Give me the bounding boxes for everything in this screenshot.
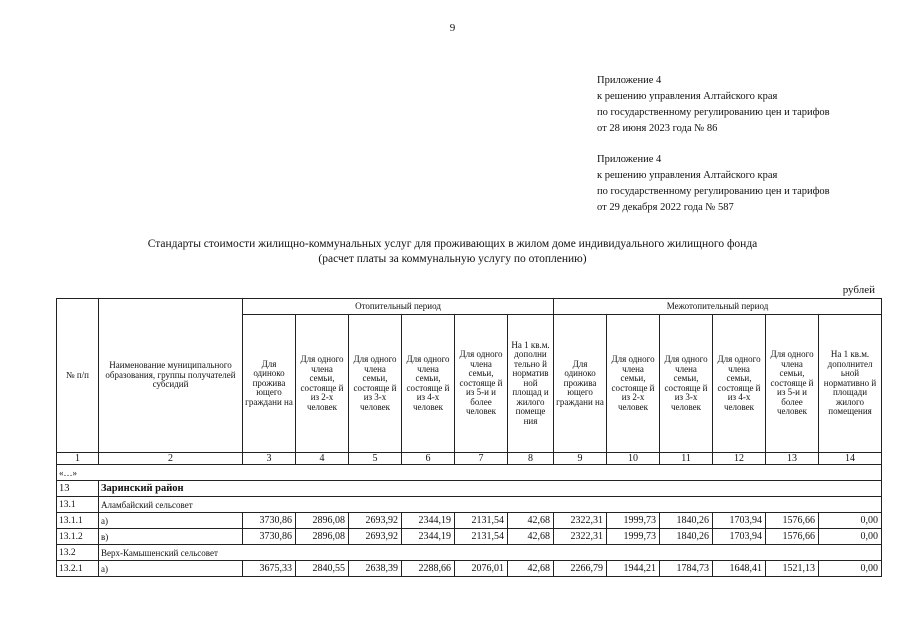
value-cell: 2322,31	[554, 513, 607, 529]
subsection-title: Верх-Камышенский сельсовет	[99, 545, 882, 561]
tariff-table	[56, 298, 882, 577]
column-number: 11	[660, 453, 713, 465]
appendix-block-2	[597, 152, 830, 216]
value-cell: 3675,33	[243, 561, 296, 577]
row-name: в)	[99, 529, 243, 545]
column-number: 12	[713, 453, 766, 465]
value-cell: 2693,92	[349, 529, 402, 545]
value-cell: 42,68	[508, 529, 554, 545]
value-cell: 2344,19	[402, 513, 455, 529]
table-row	[57, 481, 882, 497]
subheader: Для одного члена семьи, состояще й из 2-х человек	[296, 315, 349, 453]
value-cell: 2896,08	[296, 513, 349, 529]
table-row	[57, 545, 882, 561]
value-cell: 2638,39	[349, 561, 402, 577]
row-name: а)	[99, 513, 243, 529]
subheader: Для одного члена семьи, состояще й из 2-х человек	[607, 315, 660, 453]
appendix-line: Приложение 4	[597, 75, 662, 86]
column-number: 2	[99, 453, 243, 465]
subheader: Для одного члена семьи, состояще й из 3-х человек	[660, 315, 713, 453]
subheader: Для одного члена семьи, состояще й из 3-х человек	[349, 315, 402, 453]
column-number: 5	[349, 453, 402, 465]
appendix-line: от 29 декабря 2022 года № 587	[597, 202, 734, 213]
value-cell: 2131,54	[455, 529, 508, 545]
value-cell: 1703,94	[713, 513, 766, 529]
subheader: Для одного члена семьи, состояще й из 4-х человек	[402, 315, 455, 453]
appendix-line: Приложение 4	[597, 154, 662, 165]
section-title: Заринский район	[99, 481, 882, 497]
column-number: 7	[455, 453, 508, 465]
subheader: На 1 кв.м. дополни тельно й норматив ной площад и жилого помеще ния	[508, 315, 554, 453]
value-cell: 2322,31	[554, 529, 607, 545]
value-cell: 1840,26	[660, 529, 713, 545]
subheader: Для одного члена семьи, состояще й из 5-и и более человек	[766, 315, 819, 453]
header-no: № п/п	[57, 299, 99, 453]
column-number: 3	[243, 453, 296, 465]
value-cell: 0,00	[819, 513, 882, 529]
subheader: Для одного члена семьи, состояще й из 4-х человек	[713, 315, 766, 453]
column-number: 14	[819, 453, 882, 465]
value-cell: 1648,41	[713, 561, 766, 577]
page-number: 9	[449, 22, 456, 34]
value-cell: 1999,73	[607, 513, 660, 529]
value-cell: 1840,26	[660, 513, 713, 529]
column-number: 10	[607, 453, 660, 465]
column-number: 1	[57, 453, 99, 465]
appendix-line: от 28 июня 2023 года № 86	[597, 123, 718, 134]
subheader: На 1 кв.м. дополнител ьной нормативно й площади жилого помещения	[819, 315, 882, 453]
document-title	[0, 237, 905, 267]
table-row	[57, 561, 882, 577]
value-cell: 2840,55	[296, 561, 349, 577]
value-cell: 1784,73	[660, 561, 713, 577]
value-cell: 1999,73	[607, 529, 660, 545]
column-number: 6	[402, 453, 455, 465]
value-cell: 42,68	[508, 513, 554, 529]
table-row	[57, 513, 882, 529]
title-line-2: (расчет платы за коммунальную услугу по отоплению)	[318, 253, 587, 265]
unit-label: рублей	[842, 284, 875, 296]
row-number: 13.2	[57, 545, 99, 561]
value-cell: 3730,86	[243, 513, 296, 529]
subsection-title: Аламбайский сельсовет	[99, 497, 882, 513]
title-line-1: Стандарты стоимости жилищно-коммунальных услуг для проживающих в жилом доме индивидуального жилищного фонда	[147, 238, 758, 250]
header-name: Наименование муниципального образования, группы получателей субсидий	[99, 299, 243, 453]
value-cell: 0,00	[819, 529, 882, 545]
subheader: Для одиноко прожива ющего граждани на	[243, 315, 296, 453]
appendix-line: к решению управления Алтайского края	[597, 91, 778, 102]
row-number: 13.1.2	[57, 529, 99, 545]
appendix-line: к решению управления Алтайского края	[597, 170, 778, 181]
subheader: Для одного члена семьи, состояще й из 5-и и более человек	[455, 315, 508, 453]
subheader: Для одиноко прожива ющего граждани на	[554, 315, 607, 453]
value-cell: 2131,54	[455, 513, 508, 529]
row-number: 13.2.1	[57, 561, 99, 577]
value-cell: 2344,19	[402, 529, 455, 545]
column-number: 13	[766, 453, 819, 465]
header-interheating-period: Межотопительный период	[554, 299, 882, 315]
value-cell: 3730,86	[243, 529, 296, 545]
row-number: 13	[57, 481, 99, 497]
table-row	[57, 497, 882, 513]
value-cell: 1576,66	[766, 513, 819, 529]
appendix-line: по государственному регулированию цен и тарифов	[597, 107, 830, 118]
table-row	[57, 529, 882, 545]
value-cell: 42,68	[508, 561, 554, 577]
value-cell: 1703,94	[713, 529, 766, 545]
value-cell: 2288,66	[402, 561, 455, 577]
value-cell: 0,00	[819, 561, 882, 577]
ellipsis-row: «…»	[57, 465, 882, 481]
column-number: 4	[296, 453, 349, 465]
value-cell: 1576,66	[766, 529, 819, 545]
column-number: 8	[508, 453, 554, 465]
header-heating-period: Отопительный период	[243, 299, 554, 315]
value-cell: 2693,92	[349, 513, 402, 529]
column-number: 9	[554, 453, 607, 465]
value-cell: 1944,21	[607, 561, 660, 577]
row-number: 13.1	[57, 497, 99, 513]
row-name: а)	[99, 561, 243, 577]
appendix-line: по государственному регулированию цен и тарифов	[597, 186, 830, 197]
appendix-block-1	[597, 73, 830, 137]
value-cell: 2266,79	[554, 561, 607, 577]
row-number: 13.1.1	[57, 513, 99, 529]
value-cell: 2076,01	[455, 561, 508, 577]
value-cell: 1521,13	[766, 561, 819, 577]
value-cell: 2896,08	[296, 529, 349, 545]
